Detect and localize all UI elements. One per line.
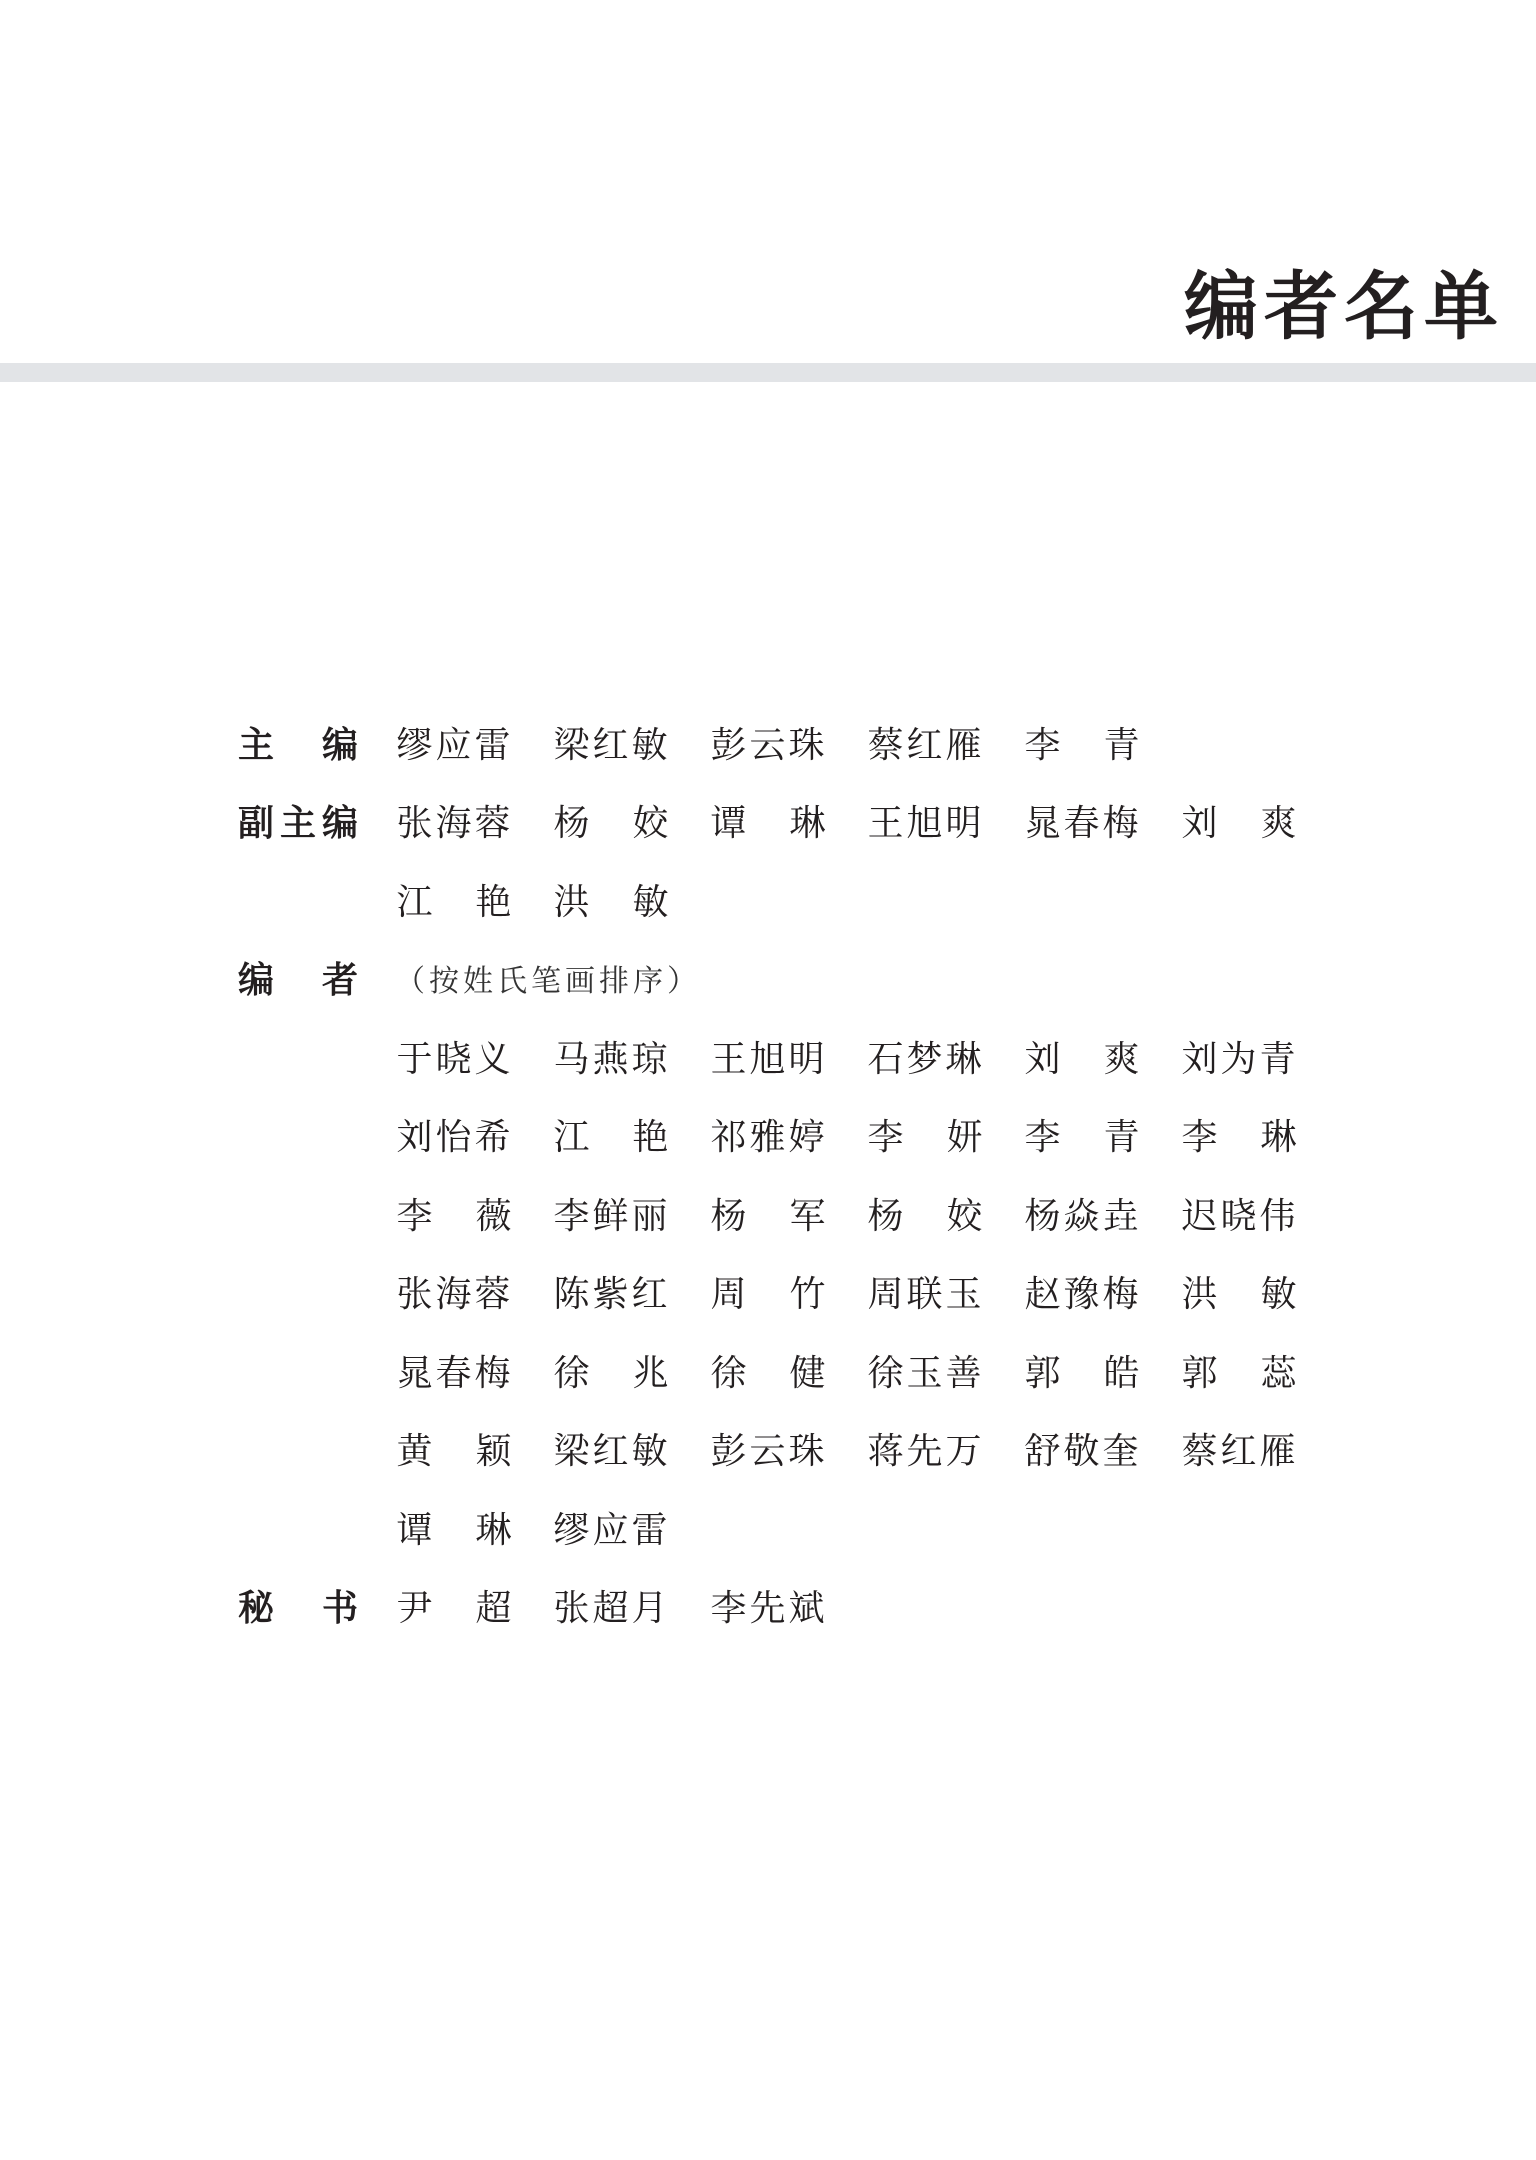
person-name: 刘 爽 — [1024, 1038, 1140, 1080]
names-group — [395, 1488, 709, 1567]
person-name: 徐 兆 — [553, 1352, 669, 1394]
person-name: 晁 春 梅 — [396, 1352, 511, 1394]
person-name: 江 艳 — [396, 881, 512, 923]
names-group — [395, 1096, 1337, 1175]
person-name: 刘 为 青 — [1181, 1038, 1296, 1080]
role-label-char: 副 — [238, 803, 275, 845]
title-band — [0, 363, 1536, 382]
credits-row — [238, 1567, 1378, 1646]
credits-row — [238, 860, 1378, 939]
role-label-char: 主 — [238, 724, 275, 766]
person-name: 马 燕 琼 — [553, 1038, 668, 1080]
person-name: 郭 蕊 — [1181, 1352, 1297, 1394]
person-name: 梁 红 敏 — [553, 1431, 668, 1473]
person-name: 蒋 先 万 — [867, 1431, 982, 1473]
person-name: 徐 玉 善 — [867, 1352, 982, 1394]
person-name: 洪 敏 — [1181, 1274, 1297, 1316]
person-name: 王 旭 明 — [867, 803, 982, 845]
names-group — [395, 1331, 1337, 1410]
names-group — [395, 860, 709, 939]
person-name: 李 青 — [1024, 1117, 1140, 1159]
person-name: 李 妍 — [867, 1117, 983, 1159]
person-name: 谭 琳 — [396, 1509, 512, 1551]
credits-row — [238, 1253, 1378, 1332]
person-name: 赵 豫 梅 — [1024, 1274, 1139, 1316]
names-group — [395, 1174, 1337, 1253]
role-label-char: 主 — [279, 803, 316, 845]
person-name: 晁 春 梅 — [1024, 803, 1139, 845]
person-name: 梁 红 敏 — [553, 724, 668, 766]
names-group — [395, 1410, 1337, 1489]
person-name: 李 先 斌 — [710, 1588, 825, 1630]
role-label — [238, 782, 358, 861]
role-label-char: 编 — [321, 724, 358, 766]
person-name: 张 海 蓉 — [396, 803, 511, 845]
person-name: 缪 应 雷 — [396, 724, 511, 766]
person-name: 尹 超 — [396, 1588, 512, 1630]
names-group — [395, 1567, 866, 1646]
names-group — [395, 1017, 1337, 1096]
person-name: 舒 敬 奎 — [1024, 1431, 1139, 1473]
person-name: 黄 颖 — [396, 1431, 512, 1473]
person-name: 张 海 蓉 — [396, 1274, 511, 1316]
person-name: 徐 健 — [710, 1352, 826, 1394]
person-name: 杨 姣 — [553, 803, 669, 845]
person-name: 石 梦 琳 — [867, 1038, 982, 1080]
person-name: 于 晓 义 — [396, 1038, 511, 1080]
credits-row — [238, 1096, 1378, 1175]
names-group — [395, 1253, 1337, 1332]
role-label — [238, 703, 358, 782]
page-title: 编者名单 — [1184, 264, 1504, 350]
person-name: 江 艳 — [553, 1117, 669, 1159]
credits-row — [238, 1017, 1378, 1096]
sort-note: （按姓氏笔画排序） — [395, 963, 701, 999]
person-name: 迟 晓 伟 — [1181, 1195, 1296, 1237]
person-name: 李 琳 — [1181, 1117, 1297, 1159]
person-name: 张 超 月 — [553, 1588, 668, 1630]
person-name: 杨 姣 — [867, 1195, 983, 1237]
person-name: 祁 雅 婷 — [710, 1117, 825, 1159]
person-name: 刘 怡 希 — [396, 1117, 511, 1159]
person-name: 谭 琳 — [710, 803, 826, 845]
role-label-char: 秘 — [238, 1588, 275, 1630]
credits-list — [238, 703, 1378, 1645]
person-name: 刘 爽 — [1181, 803, 1297, 845]
role-label-char: 编 — [321, 803, 358, 845]
role-label — [238, 939, 358, 1018]
person-name: 缪 应 雷 — [553, 1509, 668, 1551]
role-label — [238, 1567, 358, 1646]
credits-row — [238, 1174, 1378, 1253]
credits-row — [238, 1488, 1378, 1567]
credits-row — [238, 1331, 1378, 1410]
person-name: 王 旭 明 — [710, 1038, 825, 1080]
credits-row — [238, 939, 1378, 1018]
role-label-char: 者 — [321, 960, 358, 1002]
person-name: 郭 皓 — [1024, 1352, 1140, 1394]
names-group — [395, 782, 1337, 861]
names-group — [395, 703, 1180, 782]
credits-row — [238, 782, 1378, 861]
person-name: 周 联 玉 — [867, 1274, 982, 1316]
person-name: 李 青 — [1024, 724, 1140, 766]
person-name: 洪 敏 — [553, 881, 669, 923]
person-name: 彭 云 珠 — [710, 724, 825, 766]
person-name: 蔡 红 雁 — [1181, 1431, 1296, 1473]
credits-row — [238, 703, 1378, 782]
person-name: 陈 紫 红 — [553, 1274, 668, 1316]
person-name: 彭 云 珠 — [710, 1431, 825, 1473]
person-name: 李 薇 — [396, 1195, 512, 1237]
person-name: 周 竹 — [710, 1274, 826, 1316]
person-name: 李 鲜 丽 — [553, 1195, 668, 1237]
person-name: 杨 军 — [710, 1195, 826, 1237]
person-name: 蔡 红 雁 — [867, 724, 982, 766]
person-name: 杨 焱 垚 — [1024, 1195, 1139, 1237]
role-label-char: 编 — [238, 960, 275, 1002]
credits-row — [238, 1410, 1378, 1489]
role-label-char: 书 — [321, 1588, 358, 1630]
